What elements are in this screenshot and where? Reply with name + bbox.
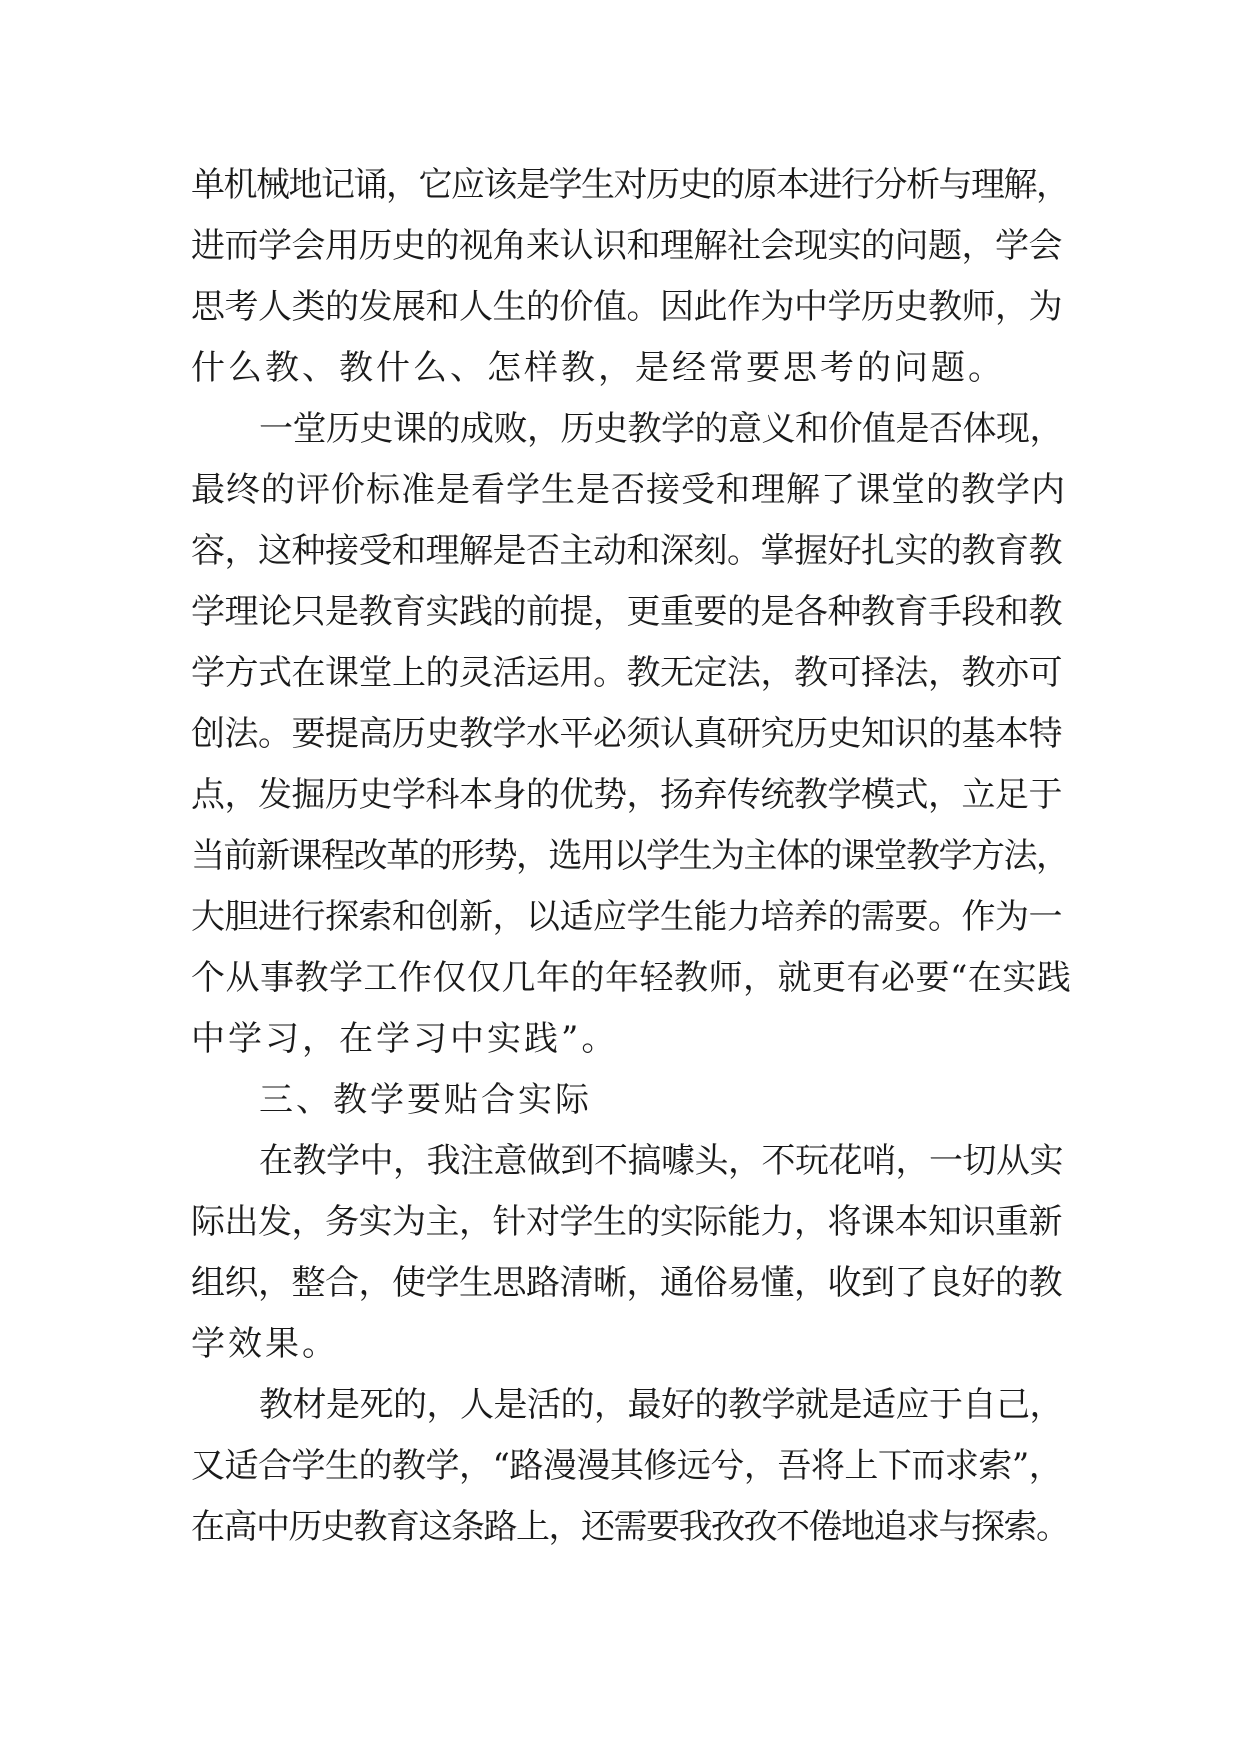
text-line: 学理论只是教育实践的前提，更重要的是各种教育手段和教 xyxy=(191,592,1062,632)
text-line: 在教学中，我注意做到不搞噱头，不玩花哨，一切从实 xyxy=(259,1141,1063,1181)
text-line: 一堂历史课的成败，历史教学的意义和价值是否体现， xyxy=(259,409,1063,449)
text-line: 当前新课程改革的形势，选用以学生为主体的课堂教学方法， xyxy=(191,836,1069,876)
text-line: 点，发掘历史学科本身的优势，扬弃传统教学模式，立足于 xyxy=(191,775,1062,815)
text-line: 又适合学生的教学，“路漫漫其修远兮，吾将上下而求索”， xyxy=(191,1446,1063,1486)
body-text xyxy=(191,155,1071,1558)
text-line: 个从事教学工作仅仅几年的年轻教师，就更有必要“在实践 xyxy=(191,958,1072,998)
text-line: 思考人类的发展和人生的价值。因此作为中学历史教师，为 xyxy=(191,287,1062,327)
text-line: 教材是死的，人是活的，最好的教学就是适应于自己， xyxy=(259,1385,1063,1425)
text-line: 容，这种接受和理解是否主动和深刻。掌握好扎实的教育教 xyxy=(191,531,1062,571)
text-line: 单机械地记诵，它应该是学生对历史的原本进行分析与理解， xyxy=(191,165,1069,205)
text-line: 进而学会用历史的视角来认识和理解社会现实的问题，学会 xyxy=(191,226,1062,266)
text-line: 大胆进行探索和创新，以适应学生能力培养的需要。作为一 xyxy=(191,897,1062,937)
text-line: 学效果。 xyxy=(191,1324,339,1364)
text-line: 创法。要提高历史教学水平必须认真研究历史知识的基本特 xyxy=(191,714,1062,754)
text-line: 最终的评价标准是看学生是否接受和理解了课堂的教学内 xyxy=(191,470,1066,510)
text-line: 组织，整合，使学生思路清晰，通俗易懂，收到了良好的教 xyxy=(191,1263,1062,1303)
text-line: 中学习，在学习中实践”。 xyxy=(191,1019,619,1059)
text-line: 学方式在课堂上的灵活运用。教无定法，教可择法，教亦可 xyxy=(191,653,1062,693)
text-line: 三、教学要贴合实际 xyxy=(259,1080,592,1120)
text-line: 在高中历史教育这条路上，还需要我孜孜不倦地追求与探索。 xyxy=(191,1507,1069,1547)
text-line: 什么教、教什么、怎样教，是经常要思考的问题。 xyxy=(191,348,1005,388)
text-line: 际出发，务实为主，针对学生的实际能力，将课本知识重新 xyxy=(191,1202,1062,1242)
